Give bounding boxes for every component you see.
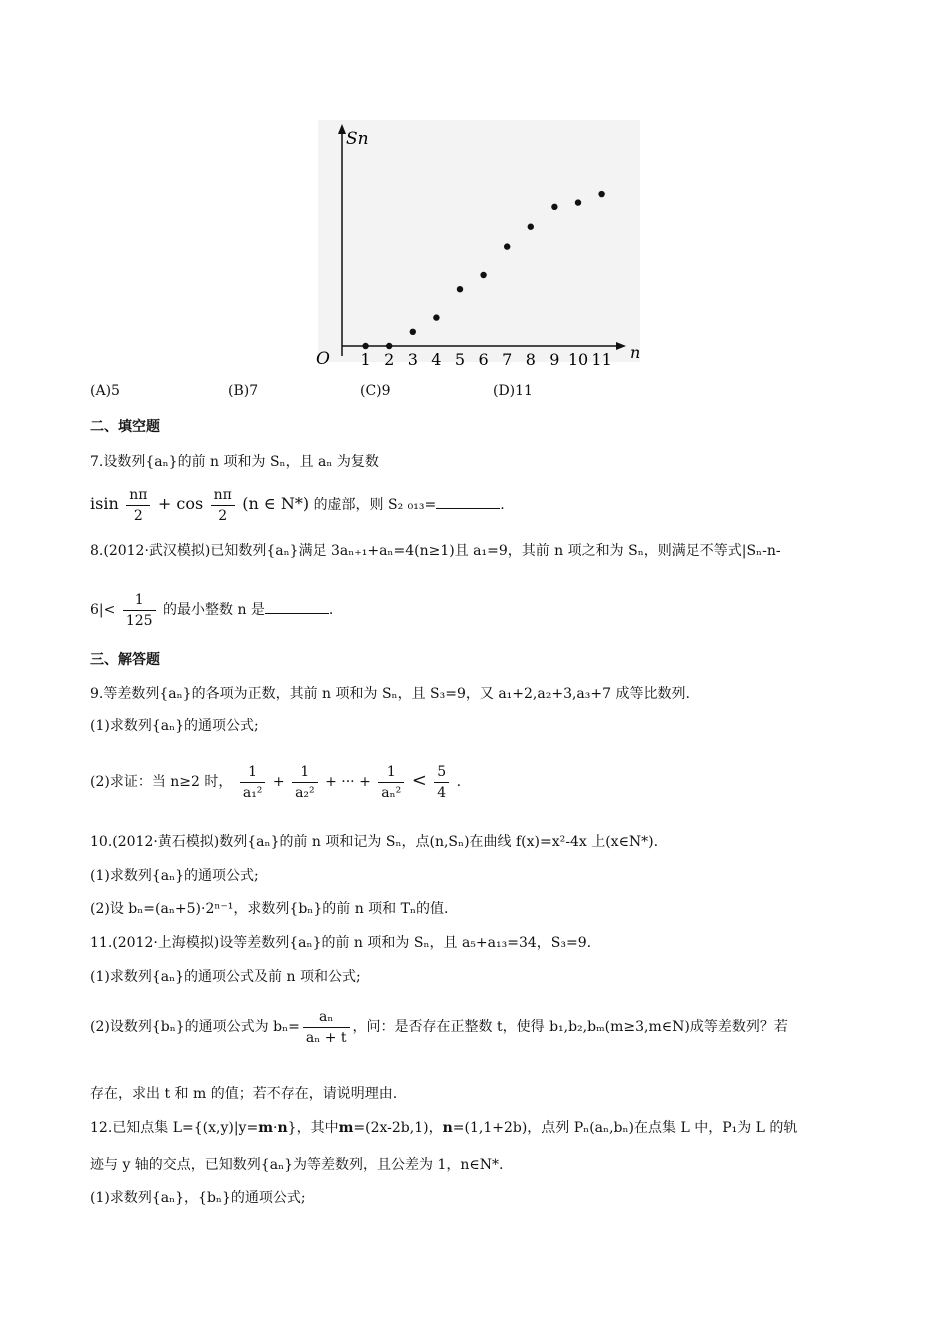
q12-part1: (1)求数列{aₙ}，{bₙ}的通项公式; (90, 1190, 306, 1206)
q8-post: 的最小整数 n 是 (163, 602, 265, 618)
q11-frac-den: aₙ + t (305, 1029, 347, 1046)
q11-frac-num: aₙ (303, 1007, 350, 1028)
q7-isin: isin (90, 494, 119, 513)
x-tick-label-3: 3 (407, 350, 418, 369)
x-tick-label-7: 7 (502, 350, 513, 369)
y-axis-label: Sn (346, 129, 369, 149)
x-tick-label-8: 8 (525, 350, 536, 369)
x-tick-label-10: 10 (567, 350, 589, 369)
q8-end: . (328, 602, 334, 618)
q12-line1-pre: 12.已知点集 L={(x,y)|y= (90, 1120, 259, 1136)
q12-line1-mid2: =(2x-2b,1)， (353, 1120, 443, 1136)
q9-term3-num: 1 (378, 762, 404, 783)
q11-line1: 11.(2012·上海模拟)设等差数列{aₙ}的前 n 项和为 Sₙ，且 a₅+a₁₃=34，S₃=9. (90, 935, 592, 951)
q8-line1: 8.(2012·武汉模拟)已知数列{aₙ}满足 3aₙ₊₁+aₙ=4(n≥1)且 a₁=9，其前 n 项之和为 Sₙ，则满足不等式|Sₙ-n- (90, 543, 781, 559)
x-tick-label-6: 6 (478, 350, 489, 369)
x-axis-label: n (630, 343, 641, 362)
q7-frac2 (211, 485, 235, 526)
q12-line1 (90, 1118, 797, 1138)
origin-label: O (316, 349, 330, 369)
chart-background (318, 120, 640, 362)
q11-part1: (1)求数列{aₙ}的通项公式及前 n 项和公式; (90, 969, 361, 985)
q9-rhs-num: 5 (434, 762, 449, 783)
q7-frac1 (126, 485, 150, 526)
q7-frac1-den: 2 (133, 507, 143, 524)
q9-term3-den: aₙ² (381, 784, 402, 801)
q9-term1-den: a₁² (242, 784, 263, 801)
x-tick-label-11: 11 (591, 350, 612, 369)
q7-frac2-num: nπ (211, 485, 235, 506)
q9-line1: 9.等差数列{aₙ}的各项为正数，其前 n 项和为 Sₙ，且 S₃=9，又 a₁+2,a₂+3,a₃+7 成等比数列. (90, 686, 690, 702)
q8-answer-blank (265, 599, 329, 614)
q12-line1-mid: }，其中 (287, 1120, 339, 1136)
q9-term2 (292, 762, 318, 803)
sn-scatter-chart (300, 120, 650, 380)
q9-term2-num: 1 (292, 762, 318, 783)
data-point-n2 (386, 343, 392, 349)
q12-vector-n: n (277, 1120, 288, 1136)
data-point-n10 (575, 199, 581, 205)
q9-rhs-den: 4 (437, 784, 447, 801)
q8-pre: 6|< (90, 602, 116, 618)
q8-frac-den: 125 (125, 612, 153, 629)
q8-frac-num: 1 (123, 590, 156, 611)
data-point-n3 (410, 329, 416, 335)
q7-frac2-den: 2 (218, 507, 228, 524)
q7-cond: (n ∈ N*) (242, 494, 310, 513)
q12-dot: · (273, 1120, 278, 1136)
q12-vector-n-2: n (442, 1120, 453, 1136)
q9-lt: < (411, 770, 427, 791)
q11-part2-pre: (2)设数列{bₙ}的通项公式为 bₙ= (90, 1019, 300, 1035)
q9-rhs (434, 762, 449, 803)
q7-frac1-num: nπ (126, 485, 150, 506)
q9-term2-den: a₂² (295, 784, 315, 801)
choice-a: (A)5 (90, 383, 120, 399)
choice-c: (C)9 (360, 383, 391, 399)
x-tick-label-5: 5 (454, 350, 466, 369)
q10-part1: (1)求数列{aₙ}的通项公式; (90, 868, 259, 884)
q11-part2 (90, 1004, 788, 1050)
q7-end: . (500, 497, 505, 513)
data-point-n8 (528, 224, 534, 230)
q11-part2-post: ，问：是否存在正整数 t，使得 b₁,b₂,bₘ(m≥3,m∈N)成等差数列？若 (352, 1019, 788, 1035)
data-point-n6 (480, 272, 486, 278)
q7-line1: 7.设数列{aₙ}的前 n 项和为 Sₙ，且 aₙ 为复数 (90, 454, 379, 470)
q7-answer-blank (436, 494, 500, 509)
q9-dots: + ··· + (325, 774, 371, 790)
q7-tail: 的虚部，则 S₂ ₀₁₃= (313, 497, 437, 513)
q10-part2: (2)设 bₙ=(aₙ+5)·2ⁿ⁻¹，求数列{bₙ}的前 n 项和 Tₙ的值. (90, 901, 449, 917)
data-point-n1 (362, 343, 368, 349)
q9-part2-pre: (2)求证：当 n≥2 时， (90, 774, 233, 790)
section-2-title: 二、填空题 (90, 419, 160, 435)
q7-line2 (90, 482, 505, 527)
data-point-n4 (433, 314, 439, 320)
q11-frac (303, 1007, 350, 1048)
x-tick-label-2: 2 (384, 350, 395, 369)
q12-line2: 迹与 y 轴的交点，已知数列{aₙ}为等差数列，且公差为 1，n∈N*. (90, 1157, 504, 1173)
x-tick-label-9: 9 (549, 350, 560, 369)
q9-end: . (456, 774, 462, 790)
data-point-n5 (457, 286, 463, 292)
q9-term3 (378, 762, 404, 803)
data-point-n11 (598, 191, 604, 197)
x-tick-label-4: 4 (431, 350, 442, 369)
q12-vector-m-2: m (338, 1120, 354, 1136)
choice-b: (B)7 (228, 383, 259, 399)
q9-plus: + (272, 774, 285, 790)
q11-part2-line2: 存在，求出 t 和 m 的值；若不存在，请说明理由. (90, 1086, 398, 1102)
choice-d: (D)11 (493, 383, 533, 399)
q7-plus-cos: + cos (157, 494, 204, 513)
q10-line1: 10.(2012·黄石模拟)数列{aₙ}的前 n 项和记为 Sₙ，点(n,Sₙ)在曲线 f(x)=x²-4x 上(x∈N*). (90, 834, 659, 850)
q8-frac (123, 590, 156, 631)
data-point-n7 (504, 243, 510, 249)
q9-part1: (1)求数列{aₙ}的通项公式; (90, 718, 259, 734)
section-3-title: 三、解答题 (90, 652, 160, 668)
q12-vector-m: m (258, 1120, 274, 1136)
q9-term1-num: 1 (240, 762, 266, 783)
q9-term1 (240, 762, 266, 803)
q8-line2 (90, 588, 333, 632)
q12-line1-mid3: =(1,1+2b)，点列 Pₙ(aₙ,bₙ)在点集 L 中，P₁为 L 的轨 (452, 1120, 798, 1136)
q9-part2 (90, 758, 461, 805)
x-tick-label-1: 1 (360, 350, 371, 369)
data-point-n9 (551, 204, 557, 210)
